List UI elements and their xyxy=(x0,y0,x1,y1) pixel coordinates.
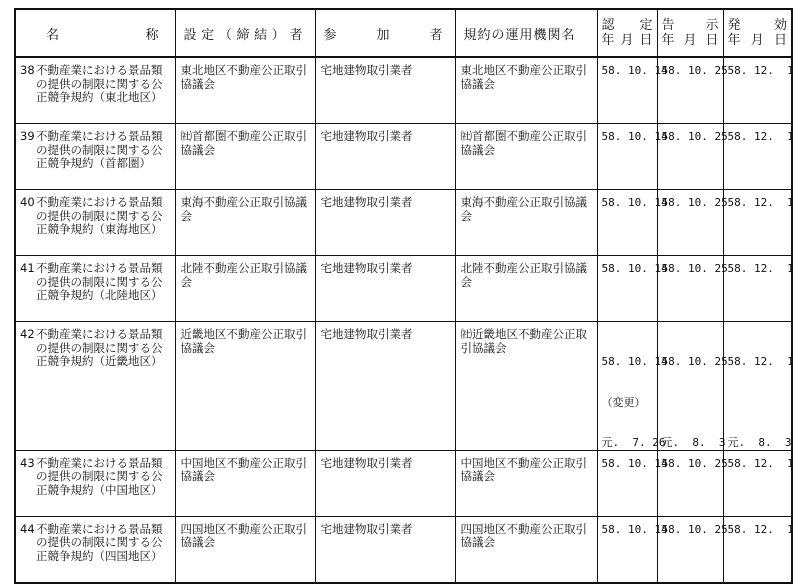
effective-date: 58. 12. 1 xyxy=(727,522,794,536)
regulation-name: 41 不動産業における景品類の提供の制限に関する公正競争規約（北陸地区） xyxy=(20,261,163,302)
participant-cell: 宅地建物取引業者 xyxy=(320,521,413,536)
effective-date: 58. 12. 1 xyxy=(727,196,794,209)
approval-date: 58. 10. 14 xyxy=(601,262,668,275)
setter-cell: 四国地区不動産公正取引協議会 xyxy=(180,521,307,549)
table-header xyxy=(15,9,792,57)
org-cell: 四国地区不動産公正取引協議会 xyxy=(460,521,587,549)
effective-date: 58. 12. 1 元. 8. 3 xyxy=(727,355,794,449)
regulation-name: 42 不動産業における景品類の提供の制限に関する公正競争規約（近畿地区） xyxy=(20,327,163,368)
setter-cell: 近畿地区不動産公正取引協議会 xyxy=(180,327,307,355)
participant-cell: 宅地建物取引業者 xyxy=(320,63,413,77)
effective-date: 58. 12. 1 xyxy=(727,456,794,470)
notice-date: 58. 10. 25 xyxy=(661,64,728,77)
regulations-table xyxy=(14,8,793,584)
setter-cell: 中国地区不動産公正取引協議会 xyxy=(180,455,307,483)
header-participant: 参 加 者 xyxy=(315,9,455,57)
participant-cell: 宅地建物取引業者 xyxy=(320,261,413,275)
effective-date: 58. 12. 1 xyxy=(727,130,794,143)
org-cell: 東海不動産公正取引協議会 xyxy=(460,195,587,223)
regulation-name: 44 不動産業における景品類の提供の制限に関する公正競争規約（四国地区） xyxy=(20,521,163,563)
org-cell: ㈳首都圏不動産公正取引協議会 xyxy=(460,129,587,157)
table-row xyxy=(15,322,792,451)
approval-date: 58. 10. 14 xyxy=(601,522,668,536)
header-effective: 発 効 年 月 日 xyxy=(723,9,792,57)
regulation-name: 40 不動産業における景品類の提供の制限に関する公正競争規約（東海地区） xyxy=(20,195,163,236)
table-row xyxy=(15,124,792,190)
org-cell: 東北地区不動産公正取引協議会 xyxy=(460,63,587,91)
approval-date: 58. 10. 14 xyxy=(601,196,668,209)
header-name: 名 称 xyxy=(15,9,175,57)
notice-date: 58. 10. 25 xyxy=(661,522,728,536)
approval-date: 58. 10. 14 （変更） 元. 7. 26 xyxy=(601,355,668,449)
participant-cell: 宅地建物取引業者 xyxy=(320,327,413,341)
notice-date: 58. 10. 25 xyxy=(661,196,728,209)
notice-date: 58. 10. 25 xyxy=(661,456,728,470)
table-row xyxy=(15,256,792,322)
approval-date: 58. 10. 14 xyxy=(601,64,668,77)
table-row xyxy=(15,57,792,124)
setter-cell: 東海不動産公正取引協議会 xyxy=(180,195,307,223)
regulation-name: 39 不動産業における景品類の提供の制限に関する公正競争規約（首都圏） xyxy=(20,129,163,170)
org-cell: ㈳近畿地区不動産公正取引協議会 xyxy=(460,327,587,355)
notice-date: 58. 10. 25 元. 8. 3 xyxy=(661,355,728,449)
table-row xyxy=(15,190,792,256)
org-cell: 中国地区不動産公正取引協議会 xyxy=(460,455,587,483)
setter-cell: ㈳首都圏不動産公正取引協議会 xyxy=(180,129,307,157)
approval-date: 58. 10. 14 xyxy=(601,456,668,470)
notice-date: 58. 10. 25 xyxy=(661,130,728,143)
change-note: （変更） xyxy=(601,395,646,409)
setter-cell: 北陸不動産公正取引協議会 xyxy=(180,261,307,289)
effective-date: 58. 12. 1 xyxy=(727,262,794,275)
participant-cell: 宅地建物取引業者 xyxy=(320,129,413,143)
table-row xyxy=(15,450,792,516)
setter-cell: 東北地区不動産公正取引協議会 xyxy=(180,63,307,91)
regulation-name: 38 不動産業における景品類の提供の制限に関する公正競争規約（東北地区） xyxy=(20,63,163,104)
header-notice: 告 示 年 月 日 xyxy=(657,9,723,57)
org-cell: 北陸不動産公正取引協議会 xyxy=(460,261,587,289)
header-approval: 認 定 年 月 日 xyxy=(597,9,657,57)
notice-date: 58. 10. 25 xyxy=(661,262,728,275)
effective-date: 58. 12. 1 xyxy=(727,64,794,77)
table-row xyxy=(15,516,792,583)
header-org: 規約の運用機関名 xyxy=(455,9,597,57)
header-setter: 設 定 （ 締 結 ） 者 xyxy=(175,9,315,57)
approval-date: 58. 10. 14 xyxy=(601,130,668,143)
regulation-name: 43 不動産業における景品類の提供の制限に関する公正競争規約（中国地区） xyxy=(20,455,163,497)
participant-cell: 宅地建物取引業者 xyxy=(320,455,413,470)
participant-cell: 宅地建物取引業者 xyxy=(320,195,413,209)
